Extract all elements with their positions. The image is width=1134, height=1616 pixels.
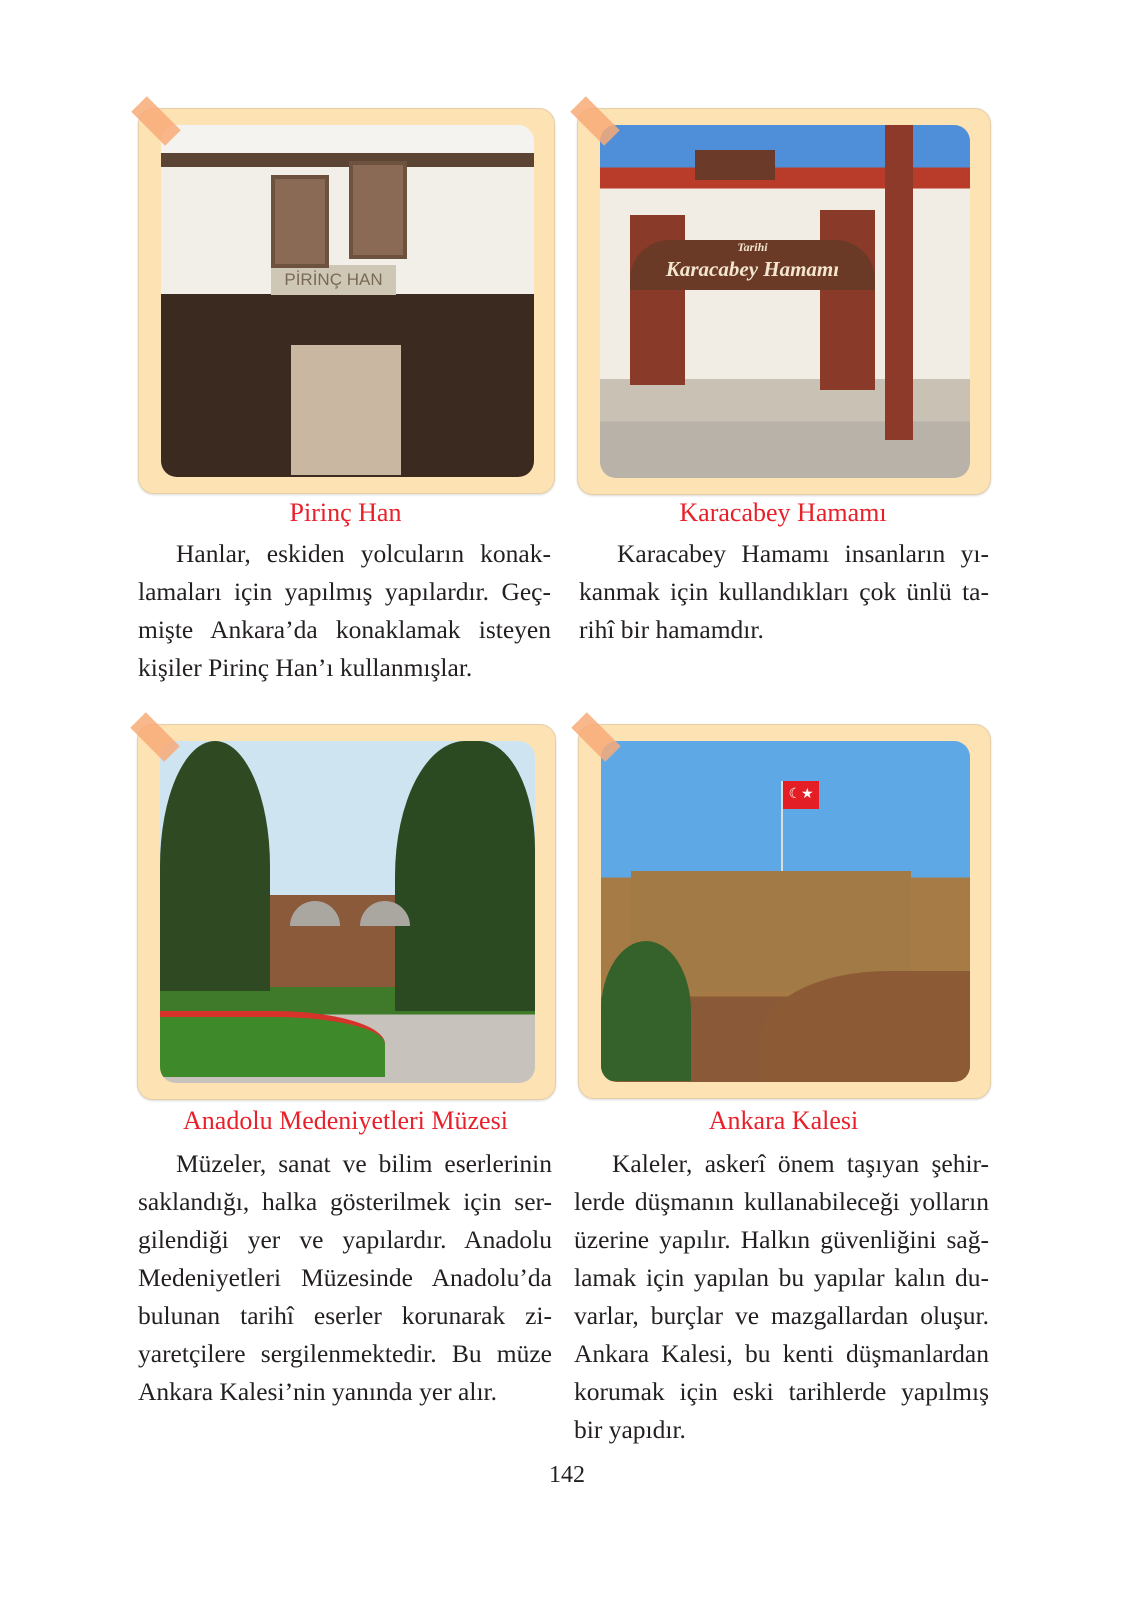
text-line: Ankara Kalesi, bu kenti düşmanlardan	[574, 1339, 989, 1368]
photo-card-karacabey-hamami	[577, 108, 991, 495]
caption-anadolu-muzesi: Anadolu Medeniyetleri Müzesi	[183, 1106, 508, 1135]
text-line: gilendiği yer ve yapılardır. Anadolu	[138, 1225, 552, 1254]
text-line: lamak için yapılan bu yapılar kalın du-	[574, 1263, 989, 1292]
hamam-sign: Karacabey Hamamı	[665, 257, 840, 281]
caption-ankara-kalesi: Ankara Kalesi	[708, 1106, 859, 1135]
text-line: rihî bir hamamdır.	[579, 615, 764, 644]
text-line: üzerine yapılır. Halkın güvenliğini sağ-	[574, 1225, 989, 1254]
photo-card-anadolu-muzesi	[137, 724, 556, 1100]
text-line: Müzeler, sanat ve bilim eserlerinin	[176, 1149, 552, 1178]
text-line: varlar, burçlar ve mazgallardan oluşur.	[574, 1301, 989, 1330]
photo-card-pirinc-han	[138, 108, 555, 494]
paragraph-karacabey-hamami	[579, 535, 989, 649]
text-line: bir yapıdır.	[574, 1415, 686, 1444]
caption-karacabey-hamami: Karacabey Hamamı	[679, 498, 887, 527]
text-line: yaretçilere sergilenmektedir. Bu müze	[138, 1339, 552, 1368]
page-number: 142	[549, 1462, 585, 1488]
han-sign: PİRİNÇ HAN	[271, 265, 396, 295]
text-line: mişte Ankara’da konaklamak isteyen	[138, 615, 551, 644]
text-line: kanmak için kullandıkları çok ünlü ta-	[579, 577, 989, 606]
photo-card-ankara-kalesi	[578, 724, 991, 1099]
text-line: Ankara Kalesi’nin yanında yer alır.	[138, 1377, 497, 1406]
photo-pirinc-han	[161, 125, 534, 477]
hamam-sign-top: Tarihi	[737, 240, 768, 254]
flag-icon: ☾★	[783, 781, 819, 809]
photo-anadolu-muzesi	[160, 741, 535, 1083]
paragraph-ankara-kalesi	[574, 1145, 989, 1449]
text-line: bulunan tarihî eserler korunarak zi-	[138, 1301, 552, 1330]
text-line: Hanlar, eskiden yolcuların konak-	[176, 539, 551, 568]
text-line: Karacabey Hamamı insanların yı-	[617, 539, 989, 568]
text-line: lerde düşmanın kullanabileceği yolların	[574, 1187, 989, 1216]
text-line: Medeniyetleri Müzesinde Anadolu’da	[138, 1263, 552, 1292]
text-line: saklandığı, halka gösterilmek için ser-	[138, 1187, 552, 1216]
photo-ankara-kalesi	[601, 741, 970, 1082]
paragraph-pirinc-han	[138, 535, 551, 687]
paragraph-anadolu-muzesi	[138, 1145, 552, 1411]
text-line: Kaleler, askerî önem taşıyan şehir-	[612, 1149, 989, 1178]
photo-karacabey-hamami	[600, 125, 970, 478]
text-line: korumak için eski tarihlerde yapılmış	[574, 1377, 989, 1406]
caption-pirinc-han: Pirinç Han	[289, 498, 402, 527]
text-line: lamaları için yapılmış yapılardır. Geç-	[138, 577, 551, 606]
text-line: kişiler Pirinç Han’ı kullanmışlar.	[138, 653, 473, 682]
